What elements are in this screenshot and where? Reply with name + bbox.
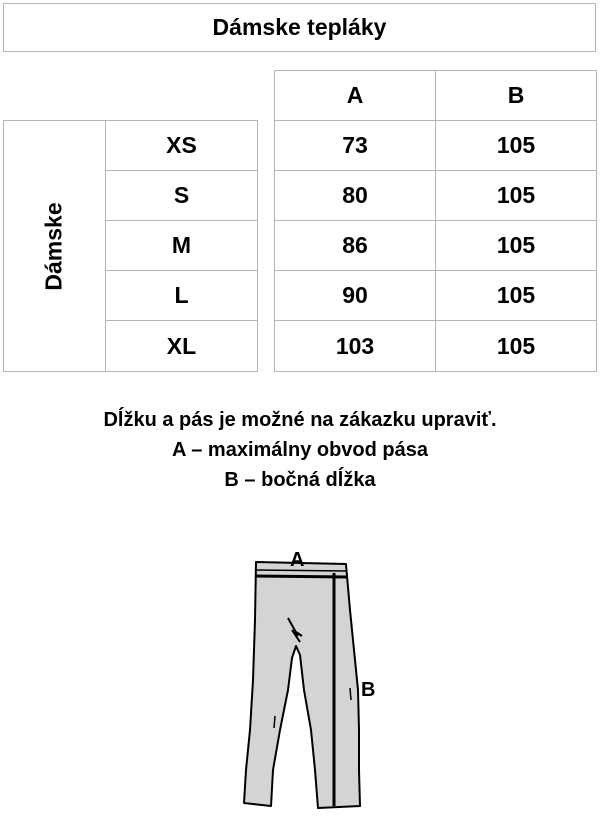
size-column: [106, 121, 257, 371]
size-cell: M: [106, 221, 257, 271]
size-table-left: [3, 120, 258, 372]
value-b-cell: 105: [496, 182, 536, 208]
category-label: Dámske: [40, 201, 67, 291]
size-cell: XL: [166, 332, 197, 359]
value-b-cell: 105: [496, 232, 536, 258]
size-cell: L: [106, 271, 257, 321]
category-label-cell: [4, 121, 106, 371]
column-header-b: B: [507, 82, 525, 108]
pants-measurement-diagram: [230, 540, 400, 820]
size-cell: XS: [106, 121, 257, 171]
pants-outline: [244, 562, 360, 808]
table-row: [275, 321, 596, 371]
table-row: [275, 171, 596, 221]
column-header-a: A: [275, 71, 436, 120]
size-cell: S: [106, 171, 257, 221]
page-title: Dámske tepláky: [3, 3, 596, 52]
label-a: A: [290, 549, 305, 571]
measurement-table: [274, 70, 597, 372]
table-row: [275, 271, 596, 321]
legend-b-note: B – bočná dĺžka: [224, 469, 376, 491]
value-b-cell: 105: [496, 282, 536, 308]
value-b-cell: 105: [496, 132, 536, 158]
legend-a-note: A – maximálny obvod pása: [171, 439, 428, 461]
value-b-cell: 105: [496, 332, 536, 359]
table-header-row: [275, 71, 596, 121]
value-a-cell: 80: [275, 171, 436, 220]
notes-block: [0, 405, 600, 495]
table-row: [275, 221, 596, 271]
value-a-cell: 86: [275, 221, 436, 270]
custom-order-note: Dĺžku a pás je možné na zákazku upraviť.: [103, 409, 497, 431]
value-a-cell: 103: [275, 321, 436, 371]
value-a-cell: 73: [275, 121, 436, 170]
value-a-cell: 90: [275, 271, 436, 320]
table-row: [275, 121, 596, 171]
label-b: B: [361, 679, 376, 701]
